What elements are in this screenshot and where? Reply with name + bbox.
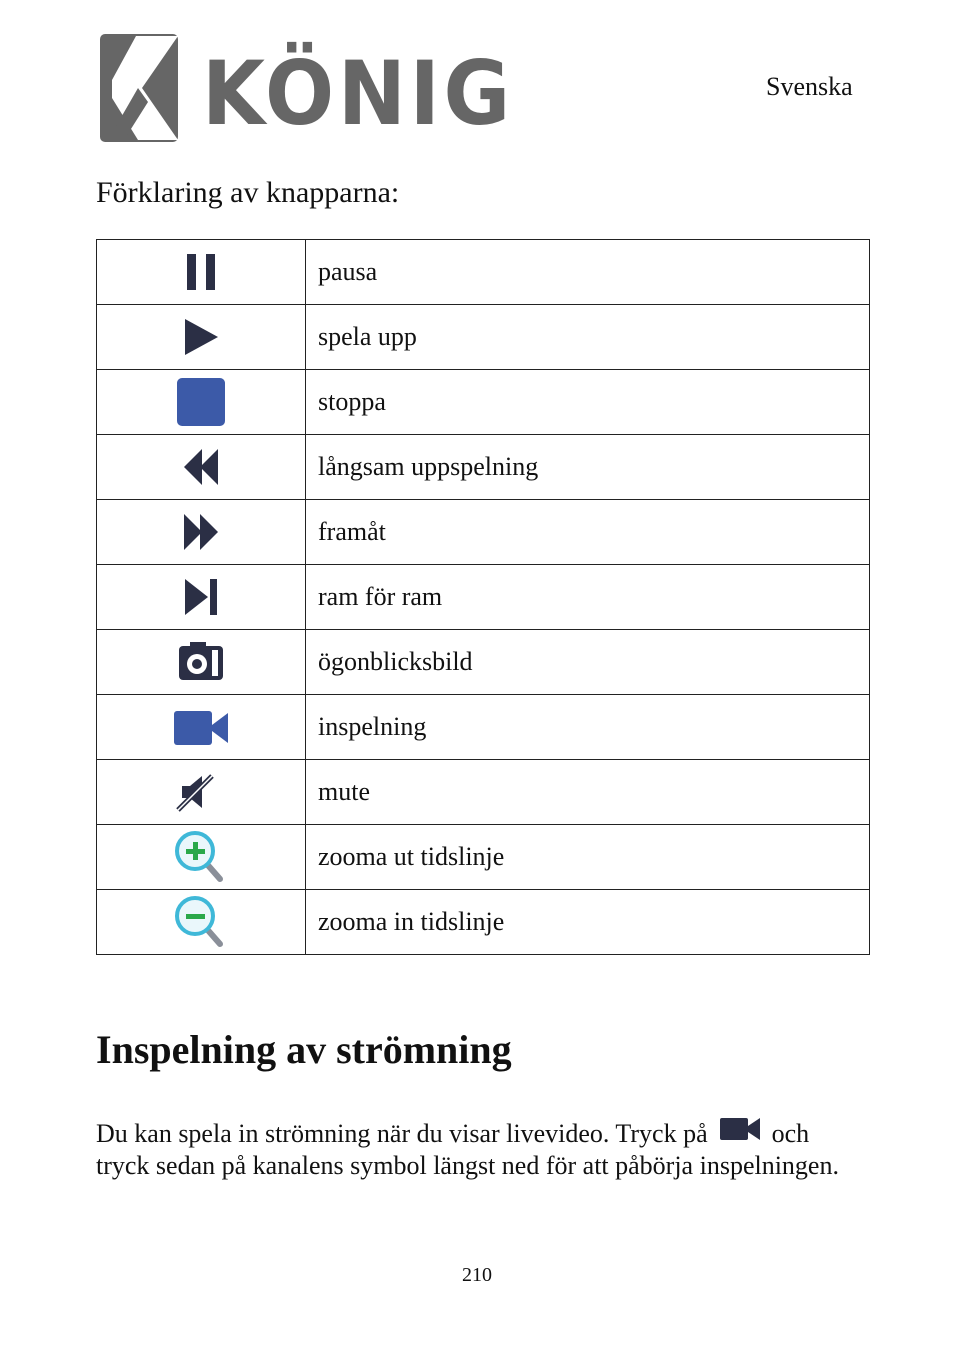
camera-icon (168, 630, 234, 694)
table-row (97, 435, 870, 500)
brand-wordmark: KÖNIG (202, 42, 514, 144)
legend-label: mute (306, 760, 870, 825)
section-title: Inspelning av strömning (96, 1027, 512, 1072)
konig-logo (98, 32, 518, 144)
table-row (97, 695, 870, 760)
legend-label: stoppa (306, 370, 870, 435)
table-row (97, 500, 870, 565)
play-icon (168, 305, 234, 369)
video-record-icon (168, 695, 234, 759)
zoom-in-icon (168, 825, 234, 889)
table-row (97, 240, 870, 305)
table-row (97, 305, 870, 370)
stop-icon (168, 370, 234, 434)
frame-step-icon (168, 565, 234, 629)
table-row (97, 825, 870, 890)
section-body (96, 1114, 856, 1182)
button-legend-table (96, 239, 870, 955)
legend-heading: Förklaring av knapparna: (96, 176, 400, 209)
table-row (97, 890, 870, 955)
table-row (97, 370, 870, 435)
legend-label: ram för ram (306, 565, 870, 630)
legend-label: zooma in tidslinje (306, 890, 870, 955)
rewind-icon (168, 435, 234, 499)
legend-label: spela upp (306, 305, 870, 370)
language-label: Svenska (766, 72, 853, 101)
page-number: 210 (462, 1264, 492, 1286)
legend-label: framåt (306, 500, 870, 565)
fast-forward-icon (168, 500, 234, 564)
pause-icon (168, 240, 234, 304)
mute-icon (168, 760, 234, 824)
body-text-part: Du kan spela in strömning när du visar livevideo. Tryck på (96, 1119, 708, 1148)
legend-label: ögonblicksbild (306, 630, 870, 695)
table-row (97, 760, 870, 825)
legend-label: långsam uppspelning (306, 435, 870, 500)
legend-label: inspelning (306, 695, 870, 760)
table-row (97, 630, 870, 695)
table-row (97, 565, 870, 630)
legend-label: pausa (306, 240, 870, 305)
legend-label: zooma ut tidslinje (306, 825, 870, 890)
video-record-icon (718, 1114, 762, 1146)
body-text-part: och tryck sedan på kanalens symbol längst ned för att påbörja inspelningen. (96, 1119, 839, 1180)
zoom-out-icon (168, 890, 234, 954)
